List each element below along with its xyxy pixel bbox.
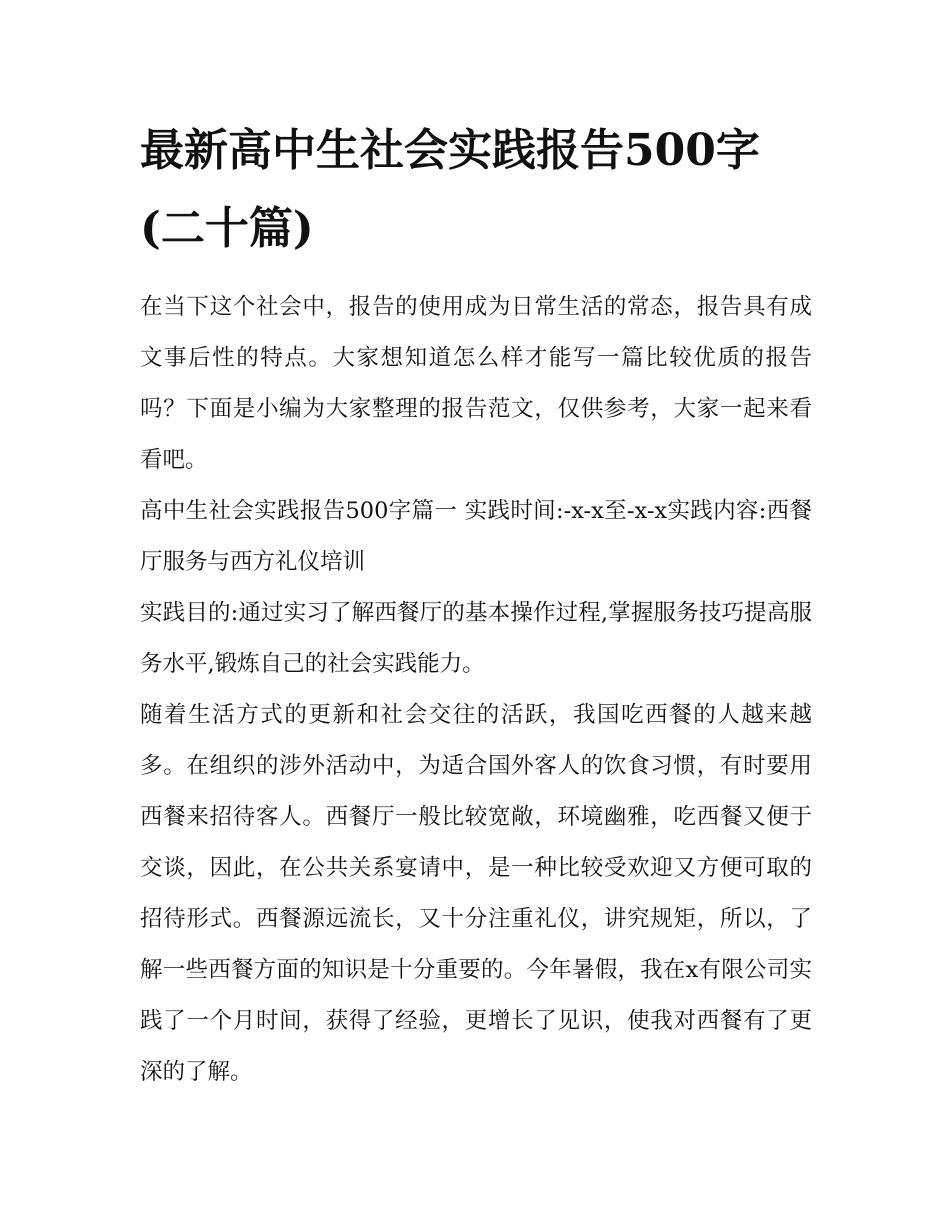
western-dining-paragraph: 随着生活方式的更新和社会交往的活跃，我国吃西餐的人越来越多。在组织的涉外活动中，为适合国外客人的饮食习惯，有时要用西餐来招待客人。西餐厅一般比较宽敞，环境幽雅，吃西餐又便于交谈，因此，在公共关系宴请中，是一种比较受欢迎又方便可取的招待形式。西餐源远流长，又十分注重礼仪，讲究规矩，所以，了解一些西餐方面的知识是十分重要的。今年暑假，我在x有限公司实践了一个月时间，获得了经验，更增长了见识，使我对西餐有了更深的了解。 [140,702,812,1085]
document-body [140,282,812,1098]
intro-paragraph: 在当下这个社会中，报告的使用成为日常生活的常态，报告具有成文事后性的特点。大家想知道怎么样才能写一篇比较优质的报告吗？下面是小编为大家整理的报告范文，仅供参考，大家一起来看看吧。 [140,294,812,473]
document-title: 最新高中生社会实践报告500字(二十篇) [140,125,760,254]
practice-time-content-paragraph: 高中生社会实践报告500字篇一 实践时间:-x-x至-x-x实践内容:西餐厅服务与西方礼仪培训 [140,498,812,575]
document-page [140,112,812,1098]
practice-purpose-paragraph: 实践目的:通过实习了解西餐厅的基本操作过程,掌握服务技巧提高服务水平,锻炼自己的社会实践能力。 [140,600,812,677]
